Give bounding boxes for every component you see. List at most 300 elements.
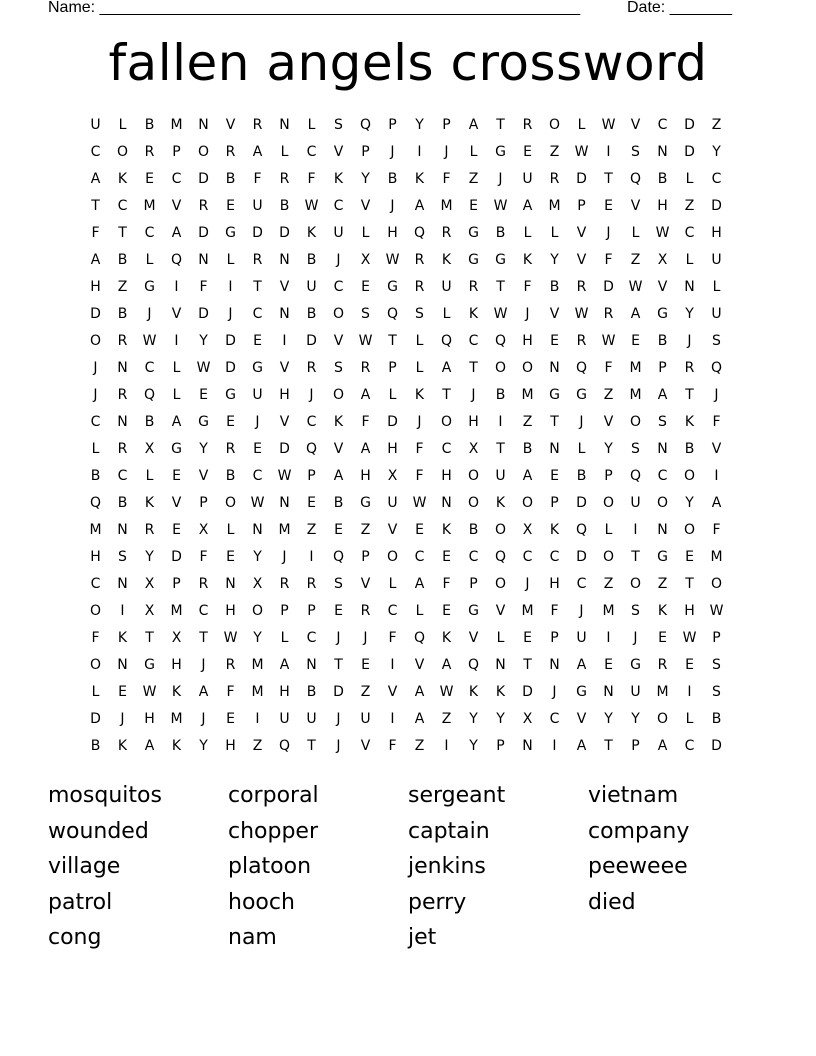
grid-letter: O (710, 575, 723, 592)
grid-letter: O (197, 143, 210, 160)
grid-letter: V (657, 278, 668, 295)
grid-letter: L (280, 143, 289, 160)
grid-letter: E (226, 548, 235, 565)
grid-letter: A (360, 440, 371, 457)
grid-letter: F (91, 629, 100, 646)
grid-letter: E (172, 467, 181, 484)
grid-letter: P (496, 737, 505, 754)
grid-letter: N (117, 575, 128, 592)
grid-letter: M (656, 683, 669, 700)
grid-letter: J (525, 575, 530, 592)
grid-letter: O (683, 467, 696, 484)
grid-letter: C (306, 629, 317, 646)
grid-letter: V (630, 116, 641, 133)
grid-letter: B (306, 251, 317, 268)
grid-letter: G (360, 494, 371, 511)
grid-letter: N (657, 521, 668, 538)
grid-letter: G (630, 656, 641, 673)
grid-letter: O (332, 305, 345, 322)
grid-letter: N (279, 305, 290, 322)
grid-letter: H (279, 683, 290, 700)
grid-letter: W (601, 332, 616, 349)
grid-letter: D (225, 332, 236, 349)
grid-letter: J (93, 359, 98, 376)
grid-letter: P (388, 359, 397, 376)
grid-letter: M (170, 116, 183, 133)
grid-letter: X (198, 521, 209, 538)
grid-letter: H (90, 548, 101, 565)
grid-letter: J (201, 710, 206, 727)
grid-letter: D (576, 494, 587, 511)
grid-letter: H (684, 602, 695, 619)
grid-letter: Y (604, 440, 613, 457)
grid-letter: T (253, 278, 262, 295)
grid-letter: R (117, 332, 128, 349)
grid-letter: O (467, 467, 480, 484)
grid-letter: G (495, 143, 506, 160)
grid-letter: Z (630, 251, 641, 268)
grid-letter: L (280, 629, 289, 646)
grid-letter: C (144, 359, 155, 376)
word-list (48, 778, 768, 956)
grid-letter: T (199, 629, 208, 646)
grid-letter: Q (305, 440, 318, 457)
grid-letter: O (656, 710, 669, 727)
grid-letter: A (468, 116, 479, 133)
grid-letter: I (390, 710, 395, 727)
grid-letter: W (493, 197, 508, 214)
word-list-item: chopper (228, 818, 319, 844)
grid-letter: L (604, 521, 613, 538)
grid-letter: S (334, 575, 343, 592)
grid-letter: P (172, 143, 181, 160)
grid-letter: D (576, 548, 587, 565)
grid-letter: Y (469, 710, 478, 727)
grid-letter: V (387, 683, 398, 700)
grid-letter: T (91, 197, 100, 214)
grid-letter: M (521, 386, 534, 403)
grid-letter: I (687, 683, 692, 700)
grid-letter: I (714, 467, 719, 484)
grid-letter: J (606, 224, 611, 241)
grid-letter: Q (467, 656, 480, 673)
grid-letter: G (657, 305, 668, 322)
grid-letter: L (226, 521, 235, 538)
grid-letter: E (523, 143, 532, 160)
grid-letter: S (631, 440, 640, 457)
grid-letter: F (388, 629, 397, 646)
grid-letter: I (309, 548, 314, 565)
grid-letter: H (360, 467, 371, 484)
grid-letter: H (657, 197, 668, 214)
grid-letter: F (199, 278, 208, 295)
grid-letter: S (334, 359, 343, 376)
grid-letter: J (93, 386, 98, 403)
grid-letter: T (604, 170, 613, 187)
grid-letter: D (279, 440, 290, 457)
grid-letter: W (493, 305, 508, 322)
grid-letter: O (89, 332, 102, 349)
grid-letter: V (225, 116, 236, 133)
grid-letter: R (198, 575, 209, 592)
grid-letter: K (333, 413, 344, 430)
grid-letter: L (685, 251, 694, 268)
grid-letter: P (550, 494, 559, 511)
grid-letter: L (145, 467, 154, 484)
grid-letter: O (467, 494, 480, 511)
grid-letter: J (228, 305, 233, 322)
grid-letter: S (118, 548, 127, 565)
word-list-item: died (588, 889, 636, 915)
grid-letter: F (442, 170, 451, 187)
grid-letter: W (655, 224, 670, 241)
grid-letter: C (90, 575, 101, 592)
grid-letter: Y (685, 305, 694, 322)
grid-letter: Z (603, 386, 614, 403)
grid-letter: Y (712, 143, 721, 160)
grid-letter: B (522, 440, 533, 457)
grid-letter: Q (359, 116, 372, 133)
grid-letter: B (468, 521, 479, 538)
grid-letter: A (144, 737, 155, 754)
grid-letter: E (361, 656, 370, 673)
grid-letter: X (144, 575, 155, 592)
grid-letter: J (633, 629, 638, 646)
grid-letter: D (684, 116, 695, 133)
grid-letter: D (198, 224, 209, 241)
grid-letter: U (711, 305, 722, 322)
grid-letter: C (522, 548, 533, 565)
grid-letter: E (469, 197, 478, 214)
word-list-item: vietnam (588, 783, 679, 808)
grid-letter: V (360, 575, 371, 592)
grid-letter: U (441, 278, 452, 295)
grid-letter: B (387, 170, 398, 187)
grid-letter: R (576, 278, 587, 295)
grid-letter: E (307, 494, 316, 511)
grid-letter: T (496, 440, 505, 457)
word-list-item: platoon (228, 854, 312, 880)
grid-letter: E (550, 332, 559, 349)
grid-letter: N (495, 656, 506, 673)
grid-letter: Q (386, 305, 399, 322)
grid-letter: O (521, 494, 534, 511)
grid-letter: Z (522, 413, 533, 430)
grid-letter: U (252, 197, 263, 214)
grid-letter: I (390, 656, 395, 673)
grid-letter: E (604, 197, 613, 214)
grid-letter: P (307, 602, 316, 619)
grid-letter: P (442, 116, 451, 133)
grid-letter: C (468, 332, 479, 349)
grid-letter: H (468, 413, 479, 430)
grid-letter: L (523, 224, 532, 241)
grid-letter: F (604, 359, 613, 376)
grid-letter: Q (170, 251, 183, 268)
grid-letter: L (685, 710, 694, 727)
grid-letter: Z (360, 683, 371, 700)
grid-letter: C (333, 278, 344, 295)
grid-letter: A (657, 737, 668, 754)
grid-letter: X (468, 440, 479, 457)
grid-letter: S (631, 143, 640, 160)
grid-letter: G (468, 224, 479, 241)
grid-letter: L (415, 359, 424, 376)
grid-letter: N (225, 575, 236, 592)
grid-letter: V (603, 413, 614, 430)
grid-letter: R (225, 143, 236, 160)
grid-letter: I (633, 521, 638, 538)
grid-letter: W (196, 359, 211, 376)
grid-letter: N (549, 359, 560, 376)
grid-letter: T (334, 656, 343, 673)
grid-letter: E (226, 710, 235, 727)
grid-letter: L (415, 332, 424, 349)
grid-letter: L (361, 224, 370, 241)
grid-letter: P (712, 629, 721, 646)
grid-letter: L (172, 359, 181, 376)
grid-letter: U (306, 278, 317, 295)
grid-letter: P (361, 143, 370, 160)
grid-letter: H (549, 575, 560, 592)
word-list-item: wounded (48, 818, 149, 844)
grid-letter: J (579, 602, 584, 619)
grid-letter: D (225, 359, 236, 376)
grid-letter: U (711, 251, 722, 268)
grid-letter: F (550, 602, 559, 619)
grid-letter: H (171, 656, 182, 673)
grid-letter: I (255, 710, 260, 727)
grid-letter: E (685, 656, 694, 673)
grid-letter: J (201, 656, 206, 673)
grid-letter: E (172, 521, 181, 538)
grid-letter: W (682, 629, 697, 646)
grid-letter: N (657, 440, 668, 457)
grid-letter: W (358, 332, 373, 349)
grid-letter: O (548, 116, 561, 133)
grid-letter: Q (710, 359, 723, 376)
grid-letter: U (252, 386, 263, 403)
grid-letter: K (333, 170, 344, 187)
grid-letter: F (199, 548, 208, 565)
grid-letter: J (417, 413, 422, 430)
grid-letter: Y (199, 737, 208, 754)
grid-letter: E (118, 683, 127, 700)
grid-letter: J (282, 548, 287, 565)
grid-letter: D (279, 224, 290, 241)
grid-letter: F (442, 575, 451, 592)
grid-letter: N (252, 521, 263, 538)
grid-letter: N (198, 116, 209, 133)
grid-letter: R (360, 602, 371, 619)
grid-letter: B (117, 494, 128, 511)
grid-letter: K (441, 251, 452, 268)
grid-letter: G (576, 386, 587, 403)
grid-letter: V (171, 494, 182, 511)
grid-letter: B (549, 278, 560, 295)
grid-letter: P (280, 602, 289, 619)
grid-letter: D (711, 737, 722, 754)
grid-letter: D (198, 305, 209, 322)
grid-letter: I (174, 332, 179, 349)
grid-letter: A (171, 224, 182, 241)
word-list-item: nam (228, 925, 277, 951)
grid-letter: I (417, 143, 422, 160)
grid-letter: O (602, 548, 615, 565)
grid-letter: B (495, 224, 506, 241)
grid-letter: E (253, 440, 262, 457)
grid-letter: C (441, 440, 452, 457)
grid-letter: L (91, 440, 100, 457)
grid-letter: O (629, 575, 642, 592)
grid-letter: J (552, 683, 557, 700)
grid-letter: R (306, 575, 317, 592)
grid-letter: T (469, 359, 478, 376)
grid-letter: E (685, 548, 694, 565)
word-list-item: perry (408, 889, 467, 915)
grid-letter: D (684, 143, 695, 160)
grid-letter: A (711, 494, 722, 511)
grid-letter: V (171, 305, 182, 322)
grid-letter: L (496, 629, 505, 646)
grid-letter: W (412, 494, 427, 511)
grid-letter: T (496, 116, 505, 133)
grid-letter: D (603, 278, 614, 295)
grid-letter: M (629, 359, 642, 376)
grid-letter: F (91, 224, 100, 241)
grid-letter: Z (711, 116, 722, 133)
grid-letter: T (604, 737, 613, 754)
grid-letter: L (631, 224, 640, 241)
grid-letter: R (468, 278, 479, 295)
grid-letter: K (495, 683, 506, 700)
grid-letter: O (332, 386, 345, 403)
grid-letter: Y (685, 494, 694, 511)
grid-letter: F (712, 521, 721, 538)
grid-letter: A (279, 656, 290, 673)
grid-letter: U (576, 629, 587, 646)
grid-letter: G (252, 359, 263, 376)
grid-letter: P (172, 575, 181, 592)
grid-letter: S (658, 413, 667, 430)
grid-letter: H (441, 467, 452, 484)
grid-letter: V (387, 521, 398, 538)
grid-letter: C (333, 197, 344, 214)
grid-letter: N (117, 413, 128, 430)
grid-letter: R (603, 305, 614, 322)
grid-letter: N (441, 494, 452, 511)
grid-letter: Q (89, 494, 102, 511)
grid-letter: S (712, 332, 721, 349)
grid-letter: K (441, 521, 452, 538)
grid-letter: O (89, 656, 102, 673)
word-list-item: sergeant (408, 783, 506, 808)
grid-letter: S (415, 305, 424, 322)
grid-letter: K (117, 737, 128, 754)
grid-letter: U (333, 224, 344, 241)
grid-letter: Z (360, 521, 371, 538)
grid-letter: C (144, 224, 155, 241)
grid-letter: P (631, 737, 640, 754)
grid-letter: M (629, 386, 642, 403)
grid-letter: E (658, 629, 667, 646)
grid-letter: O (521, 359, 534, 376)
grid-letter: G (225, 224, 236, 241)
grid-letter: C (90, 143, 101, 160)
grid-letter: B (144, 116, 155, 133)
grid-letter: A (630, 305, 641, 322)
grid-letter: F (361, 413, 370, 430)
grid-letter: D (333, 683, 344, 700)
grid-letter: S (631, 602, 640, 619)
grid-letter: U (387, 494, 398, 511)
grid-letter: X (360, 251, 371, 268)
grid-letter: B (117, 251, 128, 268)
grid-letter: R (225, 440, 236, 457)
grid-letter: Z (684, 197, 695, 214)
grid-letter: H (711, 224, 722, 241)
grid-letter: W (574, 143, 589, 160)
grid-letter: R (360, 359, 371, 376)
grid-letter: Z (414, 737, 425, 754)
page-title: fallen angels crossword (108, 34, 708, 92)
grid-letter: M (602, 602, 615, 619)
grid-letter: Y (361, 170, 370, 187)
grid-letter: H (279, 386, 290, 403)
grid-letter: E (604, 656, 613, 673)
grid-letter: L (172, 386, 181, 403)
grid-letter: A (441, 359, 452, 376)
grid-letter: C (657, 467, 668, 484)
grid-letter: K (414, 170, 425, 187)
grid-letter: B (576, 467, 587, 484)
grid-letter: V (711, 440, 722, 457)
grid-letter: N (684, 278, 695, 295)
grid-letter: A (414, 683, 425, 700)
grid-letter: R (117, 440, 128, 457)
grid-letter: M (170, 602, 183, 619)
grid-letter: O (224, 494, 237, 511)
grid-letter: B (144, 413, 155, 430)
grid-letter: Q (413, 224, 426, 241)
word-search-grid (82, 111, 730, 759)
grid-letter: X (171, 629, 182, 646)
grid-letter: T (685, 386, 694, 403)
grid-letter: H (144, 710, 155, 727)
grid-letter: U (495, 467, 506, 484)
grid-letter: F (415, 467, 424, 484)
grid-letter: Y (604, 710, 613, 727)
grid-letter: L (712, 278, 721, 295)
grid-letter: K (144, 494, 155, 511)
grid-letter: D (252, 224, 263, 241)
grid-letter: N (549, 440, 560, 457)
grid-letter: K (306, 224, 317, 241)
grid-letter: L (226, 251, 235, 268)
grid-letter: Q (278, 737, 291, 754)
grid-letter: W (277, 467, 292, 484)
grid-letter: W (304, 197, 319, 214)
grid-letter: R (225, 656, 236, 673)
grid-letter: Q (494, 332, 507, 349)
grid-letter: R (117, 386, 128, 403)
grid-letter: O (494, 359, 507, 376)
grid-letter: V (495, 602, 506, 619)
grid-letter: K (441, 629, 452, 646)
grid-letter: C (414, 548, 425, 565)
grid-letter: L (685, 170, 694, 187)
grid-letter: T (307, 737, 316, 754)
